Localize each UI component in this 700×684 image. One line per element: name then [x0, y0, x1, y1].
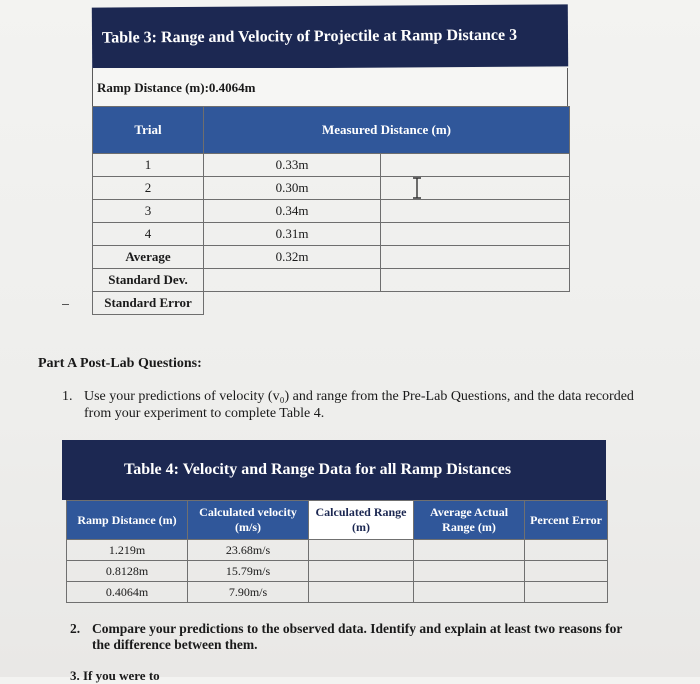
table3-blank	[381, 200, 570, 223]
table4-avg-range-3[interactable]	[414, 582, 525, 603]
table3-stddev-label: Standard Dev.	[93, 269, 204, 292]
table3-trial-4: 4	[93, 223, 204, 246]
table-row	[93, 292, 570, 315]
table4-col-avg-range: Average Actual Range (m)	[414, 501, 525, 540]
table4-velocity-3[interactable]: 7.90m/s	[188, 582, 309, 603]
table3-stderr-label: Standard Error	[93, 292, 204, 315]
table4-avg-range-1[interactable]	[414, 540, 525, 561]
table4-ramp-1: 1.219m	[67, 540, 188, 561]
table4	[66, 500, 608, 603]
table4-velocity-1[interactable]: 23.68m/s	[188, 540, 309, 561]
table4-velocity-2[interactable]: 15.79m/s	[188, 561, 309, 582]
table3-stderr-value[interactable]	[204, 292, 381, 315]
table4-percent-error-2[interactable]	[525, 561, 608, 582]
table3-header-row	[93, 107, 570, 154]
table3-blank	[381, 246, 570, 269]
table-row	[93, 223, 570, 246]
table3-col-measured: Measured Distance (m)	[204, 107, 570, 154]
part-a-heading: Part A Post-Lab Questions:	[38, 356, 202, 371]
table3-average-value[interactable]: 0.32m	[204, 246, 381, 269]
question-1-text: Use your predictions of velocity (v₀) and range from the Pre-Lab Questions, and the data recorded from your experiment to complete Table 4.	[84, 389, 634, 421]
table3-blank	[381, 154, 570, 177]
margin-mark	[62, 304, 69, 305]
table4-percent-error-3[interactable]	[525, 582, 608, 603]
question-2-number: 2.	[70, 621, 81, 636]
table4-calc-range-2[interactable]	[309, 561, 414, 582]
table3-trial-3: 3	[93, 200, 204, 223]
table4-col-ramp: Ramp Distance (m)	[67, 501, 188, 540]
table3-blank	[381, 177, 570, 200]
table-row	[93, 154, 570, 177]
table4-header-row	[67, 501, 608, 540]
table4-col-percent-error: Percent Error	[525, 501, 608, 540]
table3-average-label: Average	[93, 246, 204, 269]
table4-percent-error-1[interactable]	[525, 540, 608, 561]
table3	[92, 106, 570, 315]
question-2	[70, 621, 630, 653]
table4-col-calc-range: Calculated Range (m)	[309, 501, 414, 540]
table-row	[67, 561, 608, 582]
table3-value-1[interactable]: 0.33m	[204, 154, 381, 177]
table3-stddev-value[interactable]	[204, 269, 381, 292]
table-row	[67, 540, 608, 561]
text-cursor-icon	[410, 177, 424, 199]
question-3-fragment: 3. If you were to	[70, 668, 160, 683]
table-row	[93, 177, 570, 200]
table3-trial-2: 2	[93, 177, 204, 200]
table-row	[67, 582, 608, 603]
question-2-text: Compare your predictions to the observed data. Identify and explain at least two reasons for the difference between them.	[92, 621, 623, 652]
table3-value-4[interactable]: 0.31m	[204, 223, 381, 246]
question-1-number: 1.	[62, 389, 73, 404]
table3-title: Table 3: Range and Velocity of Projectile at Ramp Distance 3	[92, 4, 568, 69]
table4-col-velocity: Calculated velocity (m/s)	[188, 501, 309, 540]
table3-value-2[interactable]: 0.30m	[204, 177, 381, 200]
table3-blank	[381, 269, 570, 292]
table4-calc-range-3[interactable]	[309, 582, 414, 603]
table3-blank	[381, 292, 570, 315]
table3-col-trial: Trial	[93, 107, 204, 154]
table-row	[93, 200, 570, 223]
table3-ramp-distance: Ramp Distance (m):0.4064m	[92, 68, 568, 108]
table3-value-3[interactable]: 0.34m	[204, 200, 381, 223]
question-1	[62, 388, 642, 422]
table4-avg-range-2[interactable]	[414, 561, 525, 582]
table3-blank	[381, 223, 570, 246]
table-row	[93, 246, 570, 269]
table4-title: Table 4: Velocity and Range Data for all Ramp Distances	[62, 440, 606, 500]
table4-ramp-2: 0.8128m	[67, 561, 188, 582]
table3-trial-1: 1	[93, 154, 204, 177]
table4-ramp-3: 0.4064m	[67, 582, 188, 603]
table-row	[93, 269, 570, 292]
table4-calc-range-1[interactable]	[309, 540, 414, 561]
